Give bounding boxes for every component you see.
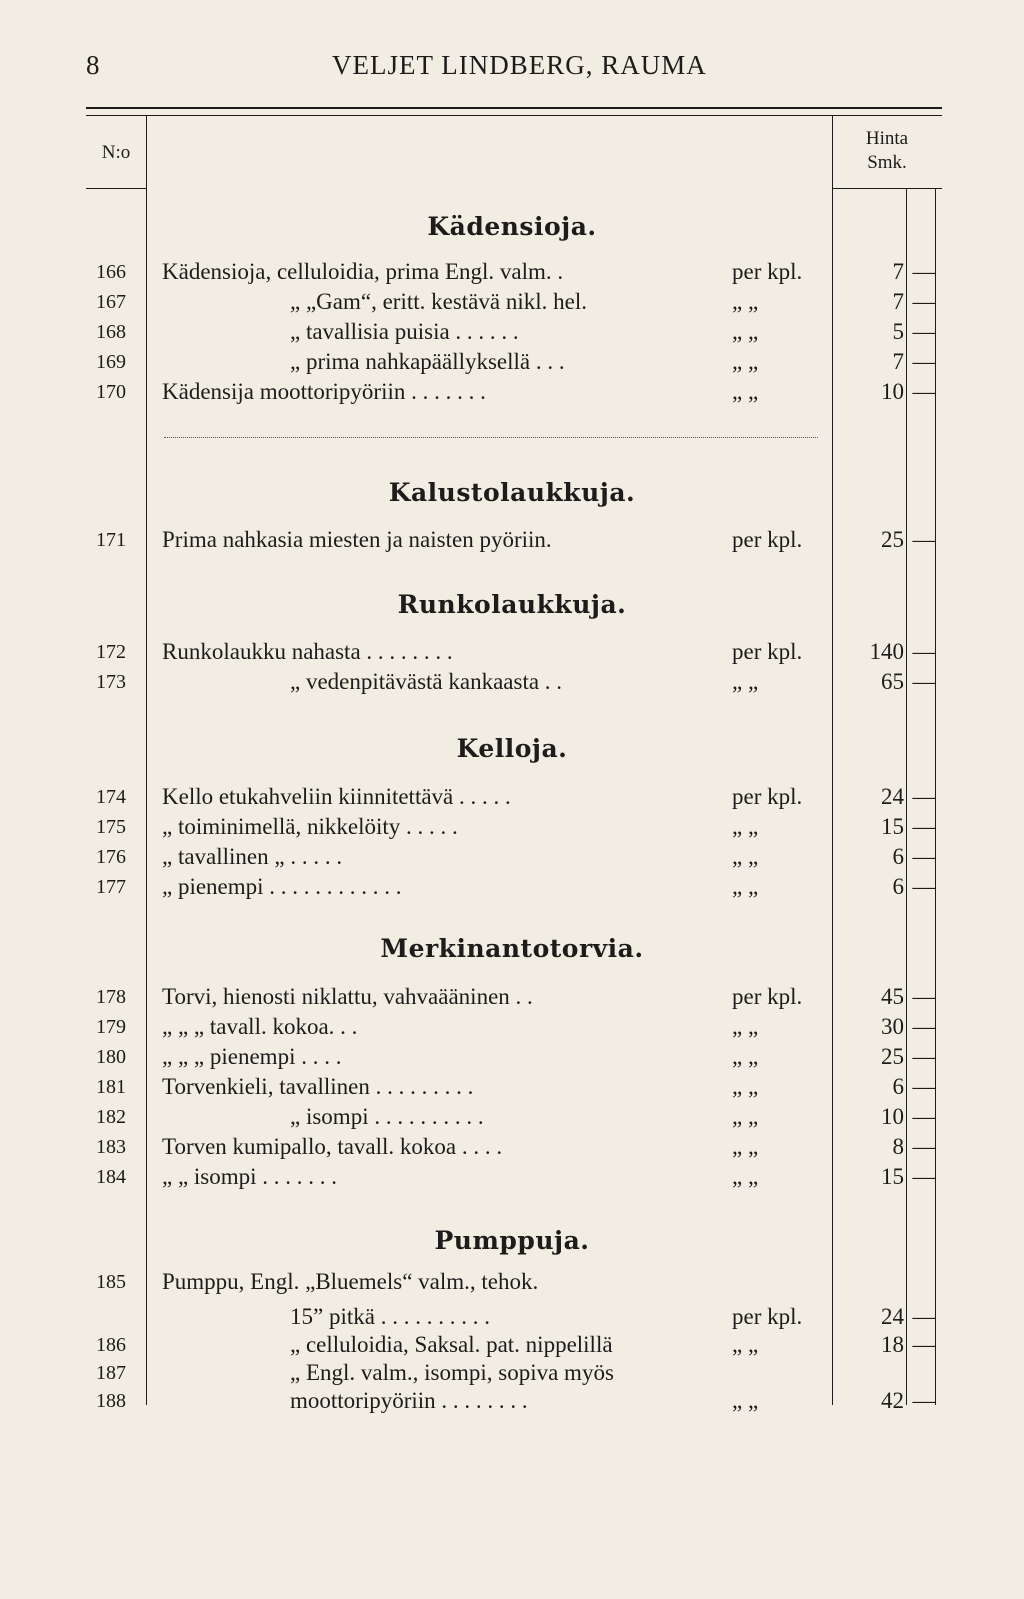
item-number: 181: [96, 1076, 126, 1098]
item-cents: —: [912, 874, 936, 899]
item-price: 25: [881, 1044, 904, 1069]
table-row: [0, 378, 1024, 406]
item-cents: —: [912, 319, 936, 344]
item-description: Torven kumipallo, tavall. kokoa . . . .: [162, 1134, 503, 1159]
item-description: „ Engl. valm., isompi, sopiva myös: [290, 1360, 614, 1385]
section-title: Merkinantotorvia.: [380, 934, 644, 963]
item-number: 177: [96, 876, 126, 898]
item-unit: „ „: [732, 814, 759, 839]
item-cents: —: [912, 784, 936, 809]
item-price: 7: [892, 289, 904, 314]
item-number: 170: [96, 381, 126, 403]
item-unit: „ „: [732, 1164, 759, 1189]
table-row: [0, 348, 1024, 376]
table-row: [0, 638, 1024, 666]
item-unit: „ „: [732, 349, 759, 374]
item-number: 173: [96, 671, 126, 693]
item-description: „ tavallinen „ . . . . .: [162, 844, 343, 869]
item-cents: —: [912, 1164, 936, 1189]
item-cents: —: [912, 1332, 936, 1357]
item-price: 25: [881, 527, 904, 552]
top-rule-thin: [86, 115, 942, 116]
item-unit: „ „: [732, 1134, 759, 1159]
item-cents: —: [912, 259, 936, 284]
item-price: 6: [892, 844, 904, 869]
price-column-header-top: Hinta: [865, 128, 909, 149]
item-number: 179: [96, 1016, 126, 1038]
item-number: 167: [96, 291, 126, 313]
dotted-separator: [164, 437, 818, 438]
item-description: „ celluloidia, Saksal. pat. nippelillä: [290, 1332, 613, 1357]
section-title: Kalustolaukkuja.: [388, 478, 636, 507]
item-description: „ isompi . . . . . . . . . .: [290, 1104, 484, 1129]
item-unit: „ „: [732, 1014, 759, 1039]
section-title: Runkolaukkuja.: [397, 590, 627, 619]
item-number: 168: [96, 321, 126, 343]
item-cents: —: [912, 379, 936, 404]
item-number: 180: [96, 1046, 126, 1068]
item-number: 169: [96, 351, 126, 373]
price-column-header-bottom: Smk.: [867, 152, 907, 173]
item-unit: per kpl.: [732, 1304, 803, 1329]
table-row: [0, 1163, 1024, 1191]
item-unit: per kpl.: [732, 259, 803, 284]
table-row: [0, 288, 1024, 316]
item-number: 172: [96, 641, 126, 663]
item-number: 178: [96, 986, 126, 1008]
table-row: [0, 318, 1024, 346]
header-underline-price: [832, 188, 942, 189]
item-unit: „ „: [732, 379, 759, 404]
table-row: [0, 983, 1024, 1011]
item-price: 18: [881, 1332, 904, 1357]
item-number: 182: [96, 1106, 126, 1128]
item-cents: —: [912, 289, 936, 314]
item-unit: „ „: [732, 1044, 759, 1069]
item-description: „ „ isompi . . . . . . .: [162, 1164, 338, 1189]
table-row: [0, 1013, 1024, 1041]
item-cents: —: [912, 669, 936, 694]
item-unit: „ „: [732, 1388, 759, 1413]
item-description: Torvi, hienosti niklattu, vahvaääninen . .: [162, 984, 533, 1009]
item-price: 6: [892, 1074, 904, 1099]
item-unit: „ „: [732, 319, 759, 344]
item-unit: „ „: [732, 289, 759, 314]
table-row: [0, 783, 1024, 811]
item-price: 45: [881, 984, 904, 1009]
table-row: [0, 526, 1024, 554]
item-price: 5: [892, 319, 904, 344]
item-cents: —: [912, 1014, 936, 1039]
section-title: Kädensioja.: [427, 212, 597, 241]
item-number: 188: [96, 1390, 126, 1412]
item-price: 30: [881, 1014, 904, 1039]
item-description: „ „ „ tavall. kokoa. . .: [162, 1014, 358, 1039]
table-row: [0, 258, 1024, 286]
item-description: Kello etukahveliin kiinnitettävä . . . . .: [162, 784, 511, 809]
table-row: [0, 843, 1024, 871]
item-cents: —: [912, 984, 936, 1009]
item-cents: —: [912, 1074, 936, 1099]
item-number: 175: [96, 816, 126, 838]
item-unit: „ „: [732, 1104, 759, 1129]
table-row: [0, 1387, 1024, 1415]
header-underline-number: [86, 188, 146, 189]
table-row: [0, 1103, 1024, 1131]
item-unit: per kpl.: [732, 984, 803, 1009]
item-cents: —: [912, 1304, 936, 1329]
item-price: 140: [869, 639, 904, 664]
table-row: [0, 1043, 1024, 1071]
item-price: 10: [881, 379, 904, 404]
table-row: [0, 1303, 1024, 1331]
item-cents: —: [912, 639, 936, 664]
item-description: Prima nahkasia miesten ja naisten pyöriin.: [162, 527, 552, 552]
item-price: 15: [881, 1164, 904, 1189]
item-unit: per kpl.: [732, 639, 803, 664]
item-number: 184: [96, 1166, 126, 1188]
table-row: [0, 813, 1024, 841]
table-row: [0, 668, 1024, 696]
item-description: Pumppu, Engl. „Bluemels“ valm., tehok.: [162, 1269, 539, 1294]
item-price: 24: [881, 784, 904, 809]
table-row: [0, 1331, 1024, 1359]
item-description: „ prima nahkapäällyksellä . . .: [290, 349, 565, 374]
item-description: Kädensija moottoripyöriin . . . . . . .: [162, 379, 486, 404]
item-description: „ „Gam“, eritt. kestävä nikl. hel.: [290, 289, 587, 314]
table-row: [0, 873, 1024, 901]
item-price: 7: [892, 259, 904, 284]
section-title: Pumppuja.: [434, 1226, 590, 1255]
item-number: 186: [96, 1334, 126, 1356]
item-number: 187: [96, 1362, 126, 1384]
item-description: „ vedenpitävästä kankaasta . .: [290, 669, 563, 694]
section-title: Kelloja.: [456, 734, 568, 763]
item-unit: per kpl.: [732, 527, 803, 552]
item-number: 174: [96, 786, 126, 808]
item-price: 8: [892, 1134, 904, 1159]
item-description: „ pienempi . . . . . . . . . . . .: [162, 874, 402, 899]
item-description: Torvenkieli, tavallinen . . . . . . . . .: [162, 1074, 474, 1099]
item-cents: —: [912, 814, 936, 839]
item-price: 6: [892, 874, 904, 899]
item-number: 171: [96, 529, 126, 551]
item-number: 176: [96, 846, 126, 868]
table-row: [0, 1133, 1024, 1161]
table-row: [0, 1359, 1024, 1387]
top-rule-thick: [86, 107, 942, 109]
item-cents: —: [912, 1044, 936, 1069]
item-description: „ tavallisia puisia . . . . . .: [290, 319, 519, 344]
item-description: 15” pitkä . . . . . . . . . .: [290, 1304, 490, 1329]
item-cents: —: [912, 1134, 936, 1159]
item-unit: „ „: [732, 874, 759, 899]
item-description: „ „ „ pienempi . . . .: [162, 1044, 342, 1069]
item-number: 183: [96, 1136, 126, 1158]
item-description: Kädensioja, celluloidia, prima Engl. valm. .: [162, 259, 564, 284]
number-column-header: N:o: [101, 142, 131, 163]
item-cents: —: [912, 349, 936, 374]
page-number: 8: [86, 50, 100, 80]
item-unit: „ „: [732, 1074, 759, 1099]
item-cents: —: [912, 1388, 936, 1413]
item-cents: —: [912, 844, 936, 869]
item-description: Runkolaukku nahasta . . . . . . . .: [162, 639, 453, 664]
item-number: 166: [96, 261, 126, 283]
page-title: VELJET LINDBERG, RAUMA: [332, 50, 707, 80]
table-row: [0, 1268, 1024, 1296]
item-cents: —: [912, 527, 936, 552]
item-unit: per kpl.: [732, 784, 803, 809]
item-description: moottoripyöriin . . . . . . . .: [290, 1388, 528, 1413]
item-unit: „ „: [732, 1332, 759, 1357]
item-unit: „ „: [732, 844, 759, 869]
item-price: 65: [881, 669, 904, 694]
item-price: 42: [881, 1388, 904, 1413]
table-row: [0, 1073, 1024, 1101]
item-cents: —: [912, 1104, 936, 1129]
item-price: 7: [892, 349, 904, 374]
item-description: „ toiminimellä, nikkelöity . . . . .: [162, 814, 458, 839]
item-price: 24: [881, 1304, 904, 1329]
item-price: 15: [881, 814, 904, 839]
item-unit: „ „: [732, 669, 759, 694]
item-price: 10: [881, 1104, 904, 1129]
item-number: 185: [96, 1271, 126, 1293]
